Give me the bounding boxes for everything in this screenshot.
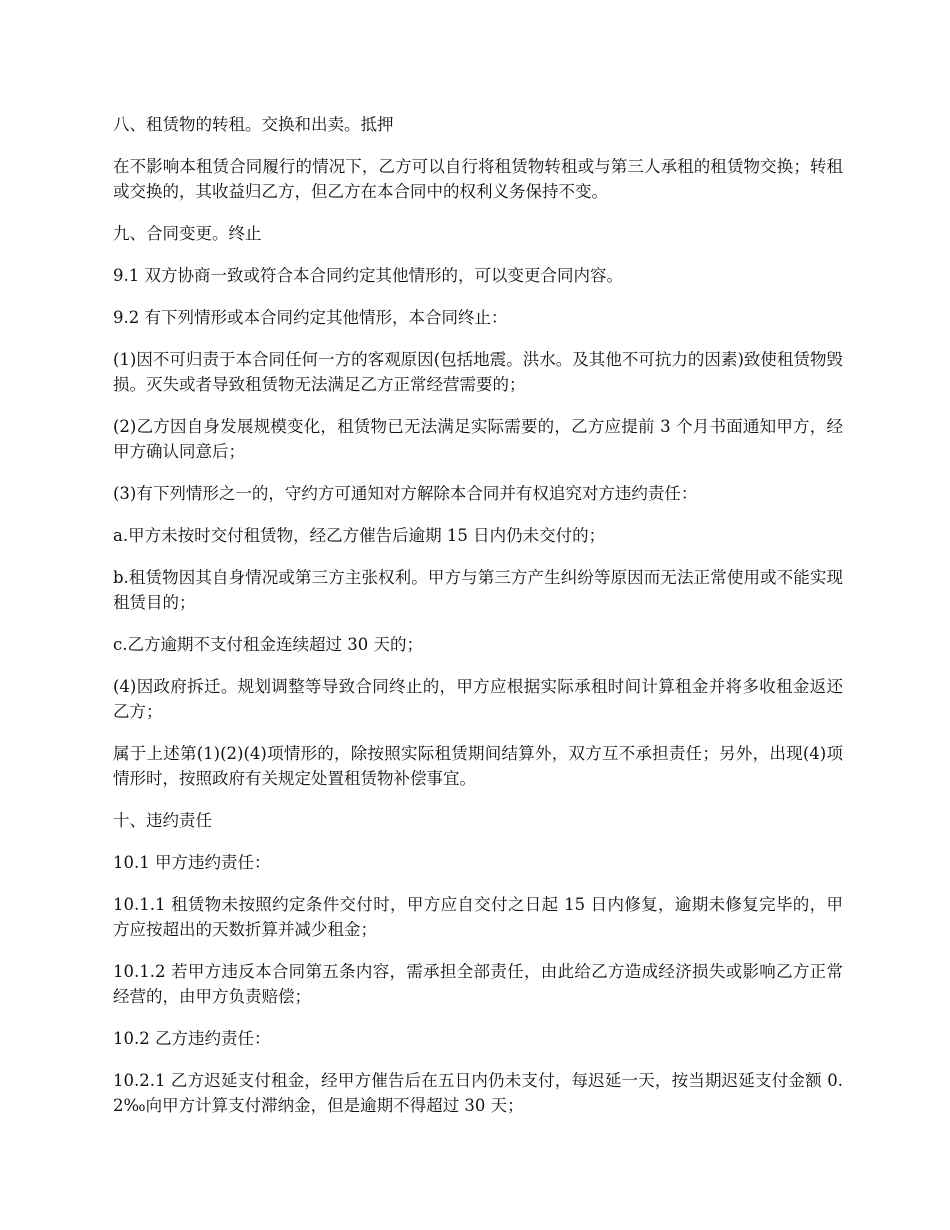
paragraph: 属于上述第(1)(2)(4)项情形的，除按照实际租赁期间结算外，双方互不承担责任；另外，出现(4)项情形时，按照政府有关规定处置租赁物补偿事宜。 bbox=[113, 744, 843, 788]
clause-10-2: 10.2 乙方违约责任： bbox=[113, 1029, 271, 1048]
clause-9-2-item-3: (3)有下列情形之一的，守约方可通知对方解除本合同并有权追究对方违约责任： bbox=[113, 484, 698, 503]
paragraph: 在不影响本租赁合同履行的情况下，乙方可以自行将租赁物转租或与第三人承租的租赁物交换；转租或交换的，其收益归乙方，但乙方在本合同中的权利义务保持不变。 bbox=[113, 157, 843, 201]
clause-10-1: 10.1 甲方违约责任： bbox=[113, 853, 271, 872]
clause-9-2-item-1: (1)因不可归责于本合同任何一方的客观原因(包括地震。洪水。及其他不可抗力的因素)致使租赁物毁损。灭失或者导致租赁物无法满足乙方正常经营需要的； bbox=[113, 350, 843, 394]
clause-9-2-item-3-a: a.甲方未按时交付租赁物，经乙方催告后逾期 15 日内仍未交付的； bbox=[113, 526, 606, 545]
clause-9-1: 9.1 双方协商一致或符合本合同约定其他情形的，可以变更合同内容。 bbox=[113, 266, 623, 285]
clause-9-2-item-3-c: c.乙方逾期不支付租金连续超过 30 天的； bbox=[113, 635, 423, 654]
document-body bbox=[113, 112, 843, 1135]
clause-9-2: 9.2 有下列情形或本合同约定其他情形，本合同终止： bbox=[113, 308, 508, 327]
section-heading-9: 九、合同变更。终止 bbox=[113, 224, 262, 243]
clause-9-2-item-3-b: b.租赁物因其自身情况或第三方主张权利。甲方与第三方产生纠纷等原因而无法正常使用或不能实现租赁目的； bbox=[113, 568, 843, 612]
section-heading-10: 十、违约责任 bbox=[113, 811, 212, 830]
clause-10-2-1: 10.2.1 乙方迟延支付租金，经甲方催告后在五日内仍未支付，每迟延一天，按当期迟延支付金额 0.2‰向甲方计算支付滞纳金，但是逾期不得超过 30 天； bbox=[113, 1071, 843, 1115]
section-heading-8: 八、租赁物的转租。交换和出卖。抵押 bbox=[113, 115, 394, 134]
clause-10-1-2: 10.1.2 若甲方违反本合同第五条内容，需承担全部责任，由此给乙方造成经济损失或影响乙方正常经营的，由甲方负责赔偿； bbox=[113, 962, 843, 1006]
clause-10-1-1: 10.1.1 租赁物未按照约定条件交付时，甲方应自交付之日起 15 日内修复，逾期未修复完毕的，甲方应按超出的天数折算并减少租金； bbox=[113, 895, 843, 939]
clause-9-2-item-2: (2)乙方因自身发展规模变化，租赁物已无法满足实际需要的，乙方应提前 3 个月书面通知甲方，经甲方确认同意后； bbox=[113, 417, 843, 461]
clause-9-2-item-4: (4)因政府拆迁。规划调整等导致合同终止的，甲方应根据实际承租时间计算租金并将多收租金返还乙方； bbox=[113, 677, 843, 721]
